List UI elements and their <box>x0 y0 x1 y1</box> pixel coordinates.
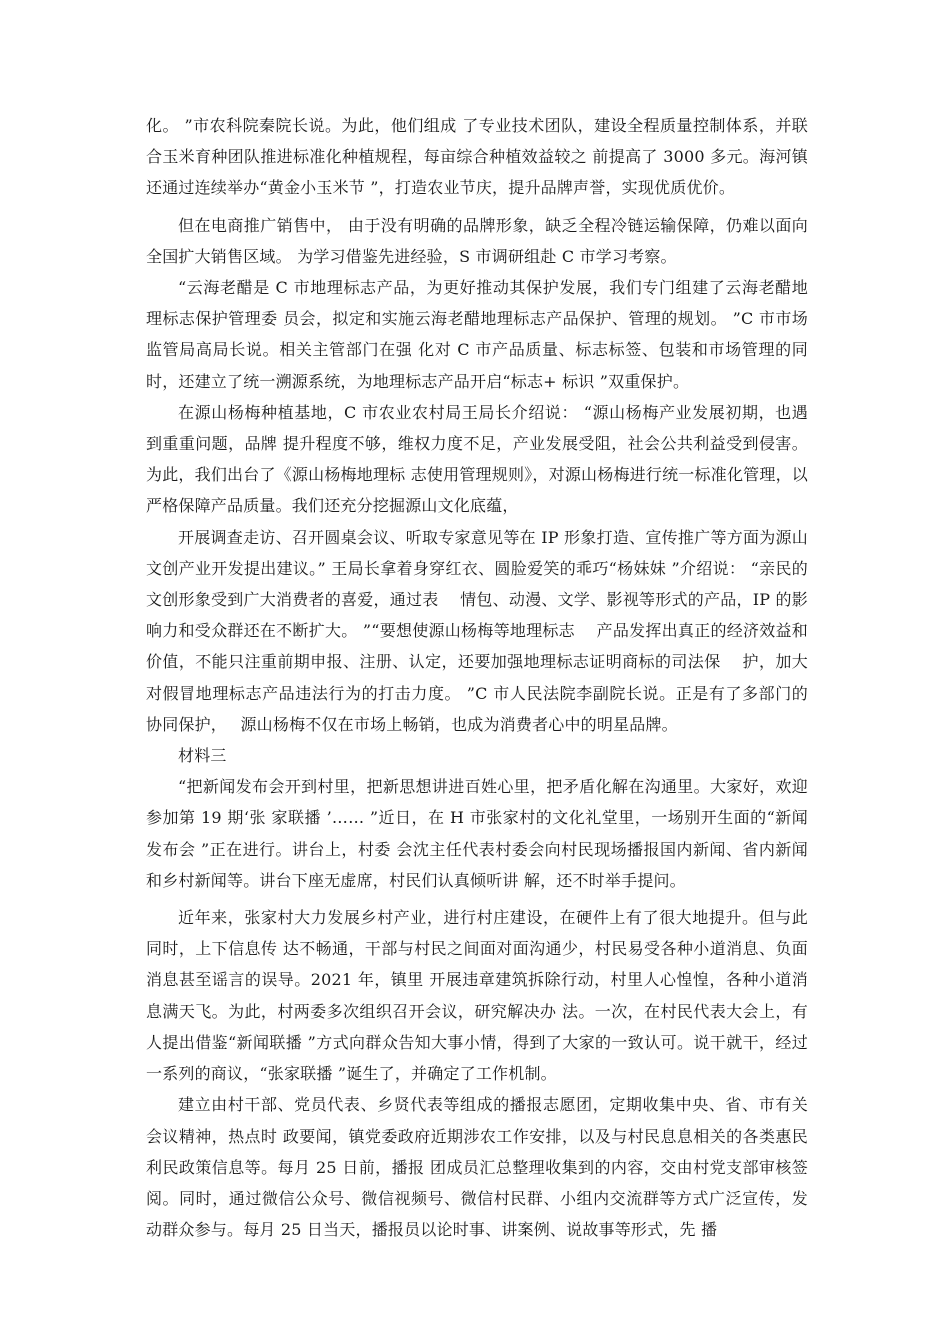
paragraph-1: 化。 ”市农科院秦院长说。为此，他们组成 了专业技术团队，建设全程质量控制体系，并联合玉米育种团队推进标准化种植规程，每亩综合种植效益较之 前提高了 3000 多元。海河镇还通过连续举办“黄金小玉米节 ”，打造农业节庆，提升品牌声誉，实现优质优价。 <box>146 116 808 198</box>
paragraph-6: “把新闻发布会开到村里，把新思想讲进百姓心里，把矛盾化解在沟通里。大家好，欢迎参加第 19 期‘张 家联播 ’…… ”近日，在 H 市张家村的文化礼堂里，一场别开生面的“新闻发布会 ”正在进行。讲台上，村委 会沈主任代表村委会向村民现场播报国内新闻、省内新闻和乡村新闻等。讲台下座无虚席，村民们认真倾听讲 解，还不时举手提问。 <box>146 777 808 890</box>
paragraph-4: 在源山杨梅种植基地，C 市农业农村局王局长介绍说： “源山杨梅产业发展初期，也遇到重重问题，品牌 提升程度不够，维权力度不足，产业发展受阻，社会公共利益受到侵害。为此，我们出台了《源山杨梅地理标 志使用管理规则》，对源山杨梅进行统一标准化管理，以严格保障产品质量。我们还充分挖掘源山文化底蕴， <box>146 402 808 516</box>
paragraph-7: 近年来，张家村大力发展乡村产业，进行村庄建设，在硬件上有了很大地提升。但与此同时，上下信息传 达不畅通，干部与村民之间面对面沟通少，村民易受各种小道消息、负面消息甚至谣言的误导。2021 年，镇里 开展违章建筑拆除行动，村里人心惶惶，各种小道消息满天飞。为此，村两委多次组织召开会议，研究解决办 法。一次，在村民代表大会上，有人提出借鉴“新闻联播 ”方式向群众告知大事小情，得到了大家的一致认可。说干就干，经过一系列的商议，“张家联播 ”诞生了，并确定了工作机制。 <box>146 908 808 1084</box>
document-body <box>146 110 808 1245</box>
paragraph-3: “云海老醋是 C 市地理标志产品，为更好推动其保护发展，我们专门组建了云海老醋地理标志保护管理委 员会，拟定和实施云海老醋地理标志产品保护、管理的规划。 ”C 市市场监管局高局长说。相关主管部门在强 化对 C 市产品质量、标志标签、包装和市场管理的同时，还建立了统一溯源系统，为地理标志产品开启“标志+ 标识 ”双重保护。 <box>146 278 808 391</box>
paragraph-2: 但在电商推广销售中， 由于没有明确的品牌形象，缺乏全程冷链运输保障，仍难以面向全国扩大销售区域。 为学习借鉴先进经验，S 市调研组赴 C 市学习考察。 <box>146 215 808 266</box>
section-heading-material-3: 材料三 <box>178 746 227 766</box>
paragraph-8: 建立由村干部、党员代表、乡贤代表等组成的播报志愿团，定期收集中央、省、市有关会议精神，热点时 政要闻，镇党委政府近期涉农工作安排，以及与村民息息相关的各类惠民利民政策信息等。每月 25 日前，播报 团成员汇总整理收集到的内容，交由村党支部审核签阅。同时，通过微信公众号、微信视频号、微信村民群、小组内交流群等方式广泛宣传，发动群众参与。每月 25 日当天，播报员以论时事、讲案例、说故事等形式，先 播 <box>146 1095 808 1240</box>
paragraph-5: 开展调查走访、召开圆桌会议、听取专家意见等在 IP 形象打造、宣传推广等方面为源山文创产业开发提出建议。” 王局长拿着身穿红衣、圆脸爱笑的乖巧“杨妹妹 ”介绍说： “亲民的文创形象受到广大消费者的喜爱，通过表 情包、动漫、文学、影视等形式的产品，IP 的影响力和受众群还在不断扩大。 ”“要想使源山杨梅等地理标志 产品发挥出真正的经济效益和价值，不能只注重前期申报、注册、认定，还要加强地理标志证明商标的司法保 护，加大对假冒地理标志产品违法行为的打击力度。 ”C 市人民法院李副院长说。正是有了多部门的协同保护， 源山杨梅不仅在市场上畅销，也成为消费者心中的明星品牌。 <box>146 527 808 734</box>
